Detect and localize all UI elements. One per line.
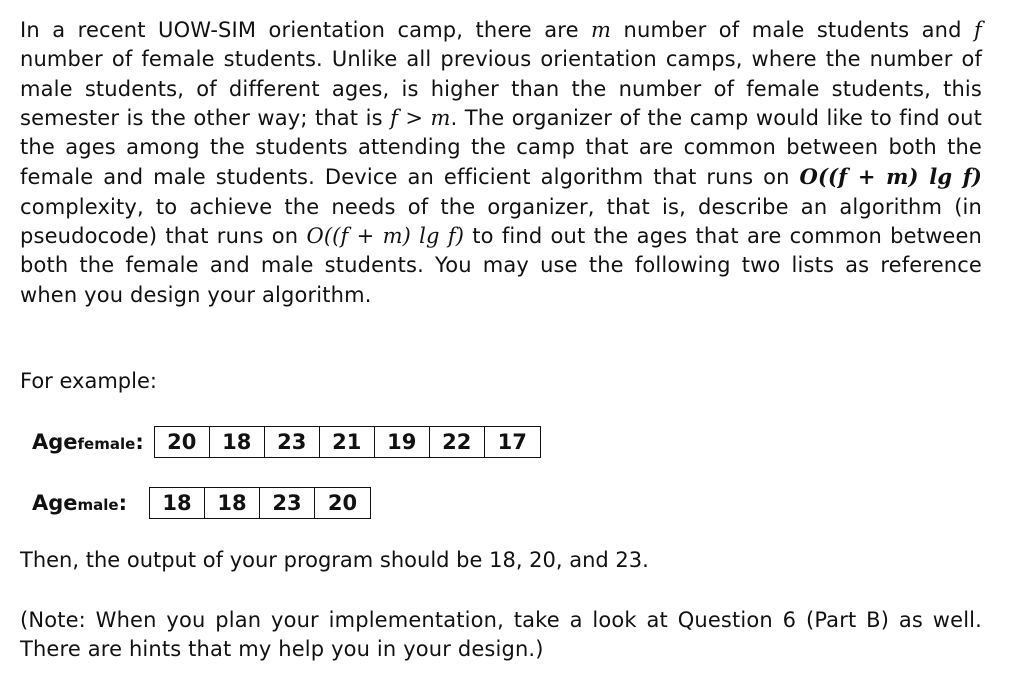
example-label: For example: xyxy=(20,369,157,393)
variable-f: f xyxy=(974,18,982,42)
question-text-3: number of female students. Unlike all previous orientation camps, where the number of male students, of different ages, is higher than the number of female students, this semester is the other way; that is xyxy=(20,47,982,130)
question-text-1: In a recent UOW-SIM orientation camp, there are xyxy=(20,18,592,42)
female-label-colon: : xyxy=(135,430,144,454)
inequality-expression: f > m xyxy=(390,105,451,130)
male-age-label xyxy=(32,491,127,515)
male-label-colon: : xyxy=(118,491,128,515)
female-age-row xyxy=(32,425,541,459)
question-text-2: number of male students and xyxy=(611,18,975,42)
question-paragraph xyxy=(20,16,982,310)
male-label-main: Age xyxy=(32,491,78,515)
question-text-5: complexity, to achieve the needs of the organizer, that is, describe an algorithm (in pseudocode) that runs on xyxy=(20,194,982,249)
female-age-cell: 17 xyxy=(497,430,527,454)
female-label-sub: female xyxy=(77,435,136,453)
male-label-sub: male xyxy=(77,496,119,514)
male-age-cell: 20 xyxy=(327,491,358,515)
male-age-cell: 23 xyxy=(260,488,315,518)
female-age-cell: 23 xyxy=(265,427,320,457)
female-age-cell: 19 xyxy=(375,427,430,457)
female-label-main: Age xyxy=(32,430,78,454)
complexity-bold: O((f + m) lg f) xyxy=(799,164,982,190)
question-text-4: . The organizer of the camp would like to find out the ages among the students attending the camp that are common between both the female and male students. Device an efficient algorithm that runs on xyxy=(20,105,982,190)
note-text: (Note: When you plan your implementation, take a look at Question 6 (Part B) as well. There are hints that my help you in your design.) xyxy=(20,608,982,662)
female-age-table xyxy=(154,426,541,458)
male-age-cell: 18 xyxy=(205,488,260,518)
question-page xyxy=(20,16,982,662)
question-text-6: to find out the ages that are common between both the female and male students. You may use the following two lists as reference when you design your algorithm. xyxy=(20,224,982,307)
male-age-row xyxy=(32,486,371,520)
female-age-label xyxy=(32,430,144,454)
female-age-cell: 18 xyxy=(210,427,265,457)
expected-output-text: Then, the output of your program should be 18, 20, and 23. xyxy=(20,548,649,572)
variable-m: m xyxy=(591,18,612,42)
complexity-plain: O((f + m) lg f) xyxy=(306,224,465,249)
female-age-cell: 22 xyxy=(430,427,485,457)
female-age-cell: 20 xyxy=(155,427,210,457)
female-age-cell: 21 xyxy=(320,427,375,457)
male-age-cell: 18 xyxy=(150,488,205,518)
male-age-table xyxy=(149,487,371,519)
